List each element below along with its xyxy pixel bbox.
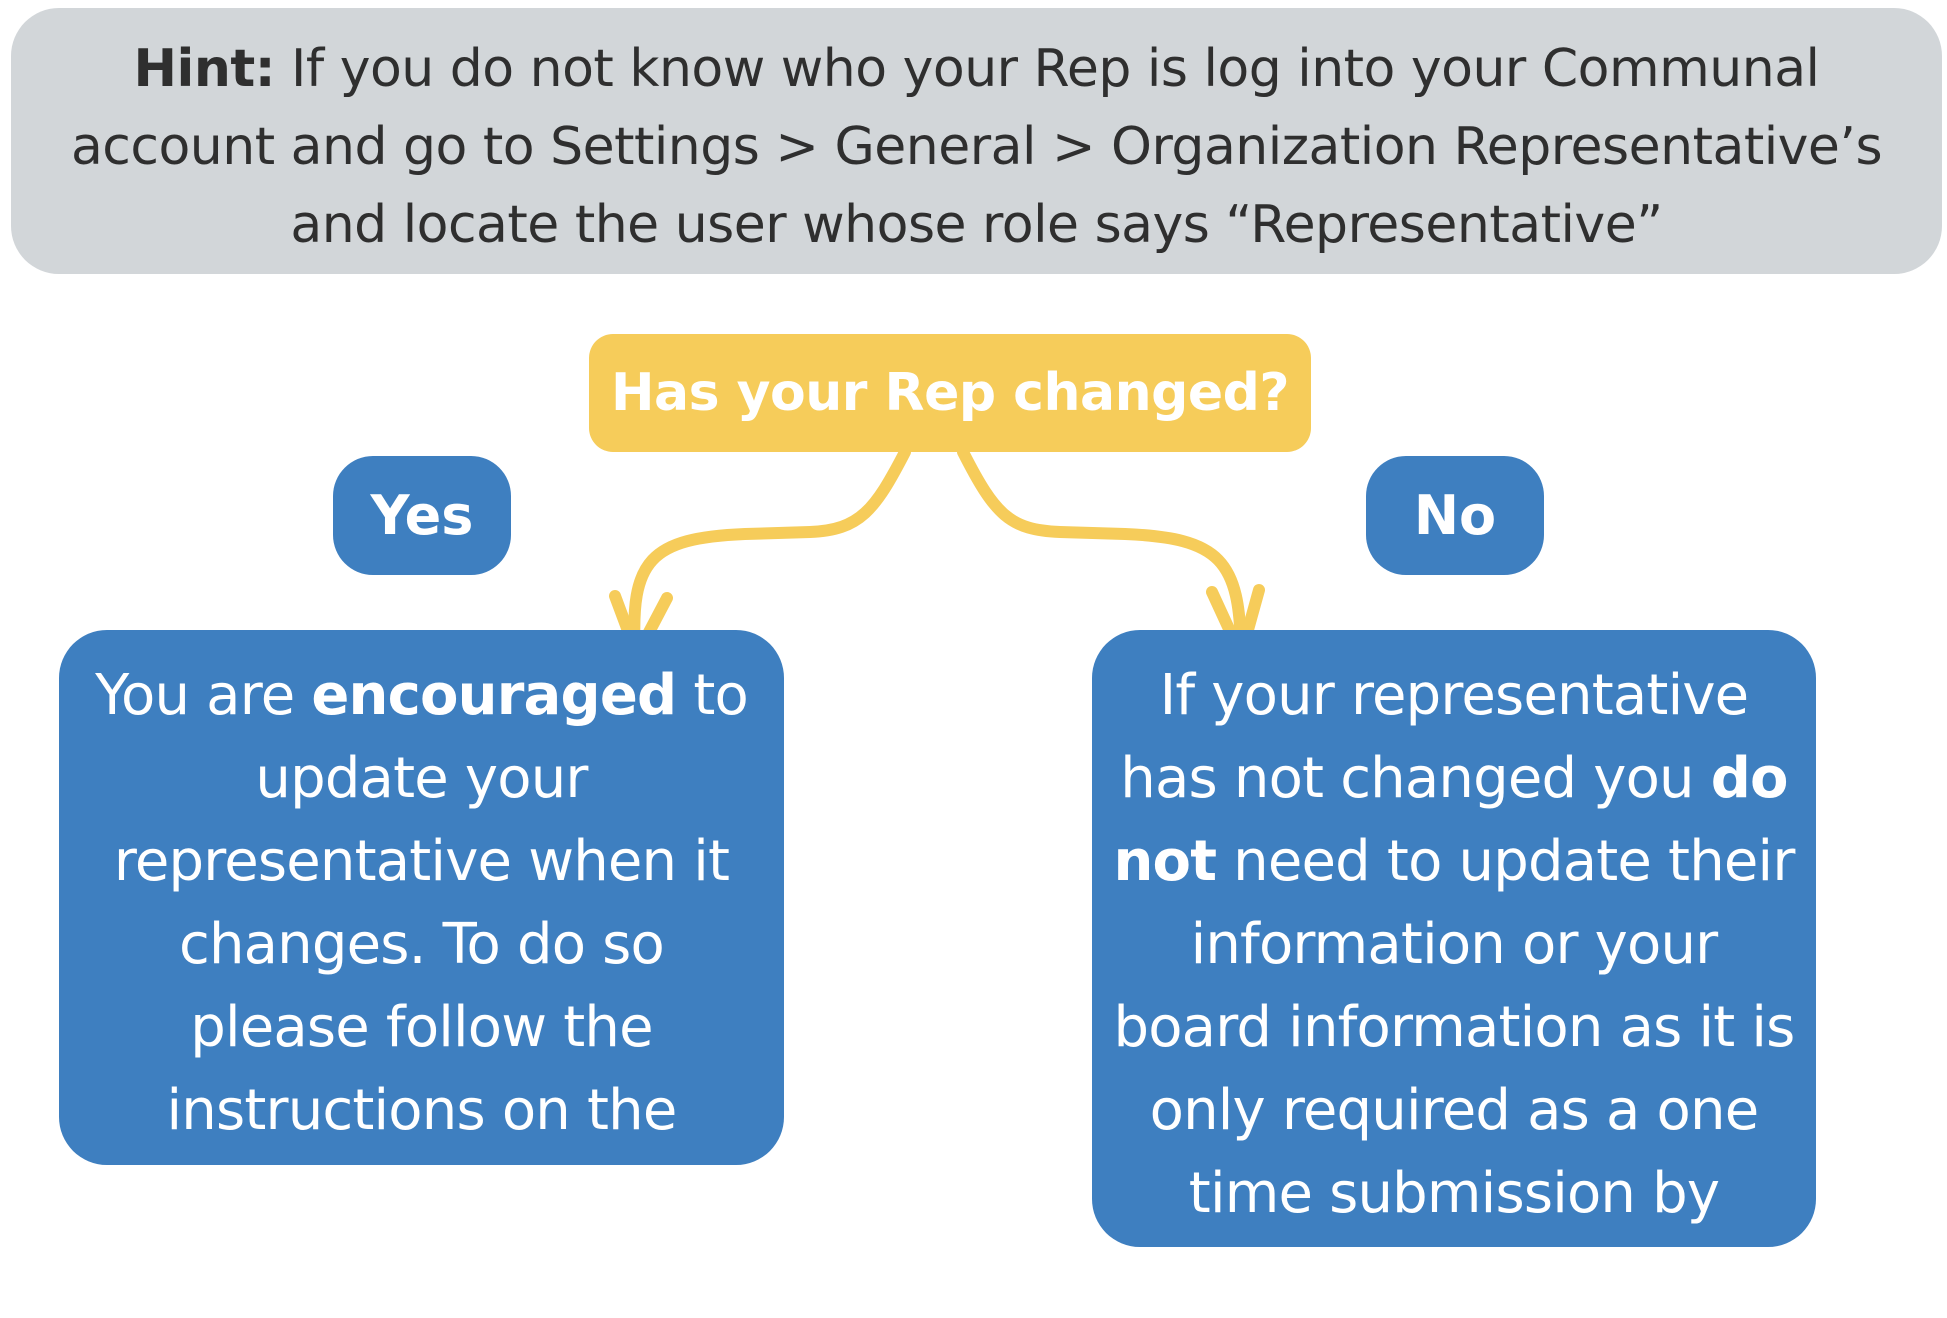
yes-outcome-text-after: to update your representative when it changes. To do so please follow the instructions on the second page. — [113, 663, 748, 1226]
yes-outcome-text-before: You are — [95, 663, 312, 728]
connector-to-no — [963, 452, 1259, 655]
no-label — [1366, 456, 1544, 575]
hint-text: If you do not know who your Rep is log into your Communal account and go to Settings > General > Organization Representative’s and locate the user whose role says “Representative” — [70, 39, 1883, 255]
yes-label — [333, 456, 511, 575]
hint-box — [11, 8, 1942, 274]
yes-text: Yes — [370, 484, 474, 547]
no-outcome-text-after: need to update their information or your board information as it is only required as a one time submission by Stripe — [1113, 829, 1795, 1309]
no-text: No — [1413, 484, 1497, 547]
question-box — [589, 334, 1311, 452]
yes-outcome-emphasis: encouraged — [311, 663, 677, 728]
yes-outcome-box — [59, 630, 784, 1226]
question-text: Has your Rep changed? — [610, 363, 1290, 423]
no-outcome-text-before: If your representative has not changed you — [1120, 663, 1749, 811]
connector-to-yes — [615, 452, 905, 655]
hint-label: Hint: — [133, 39, 276, 99]
no-outcome-box — [1092, 630, 1816, 1309]
no-outcome-emphasis: do not — [1113, 746, 1788, 894]
